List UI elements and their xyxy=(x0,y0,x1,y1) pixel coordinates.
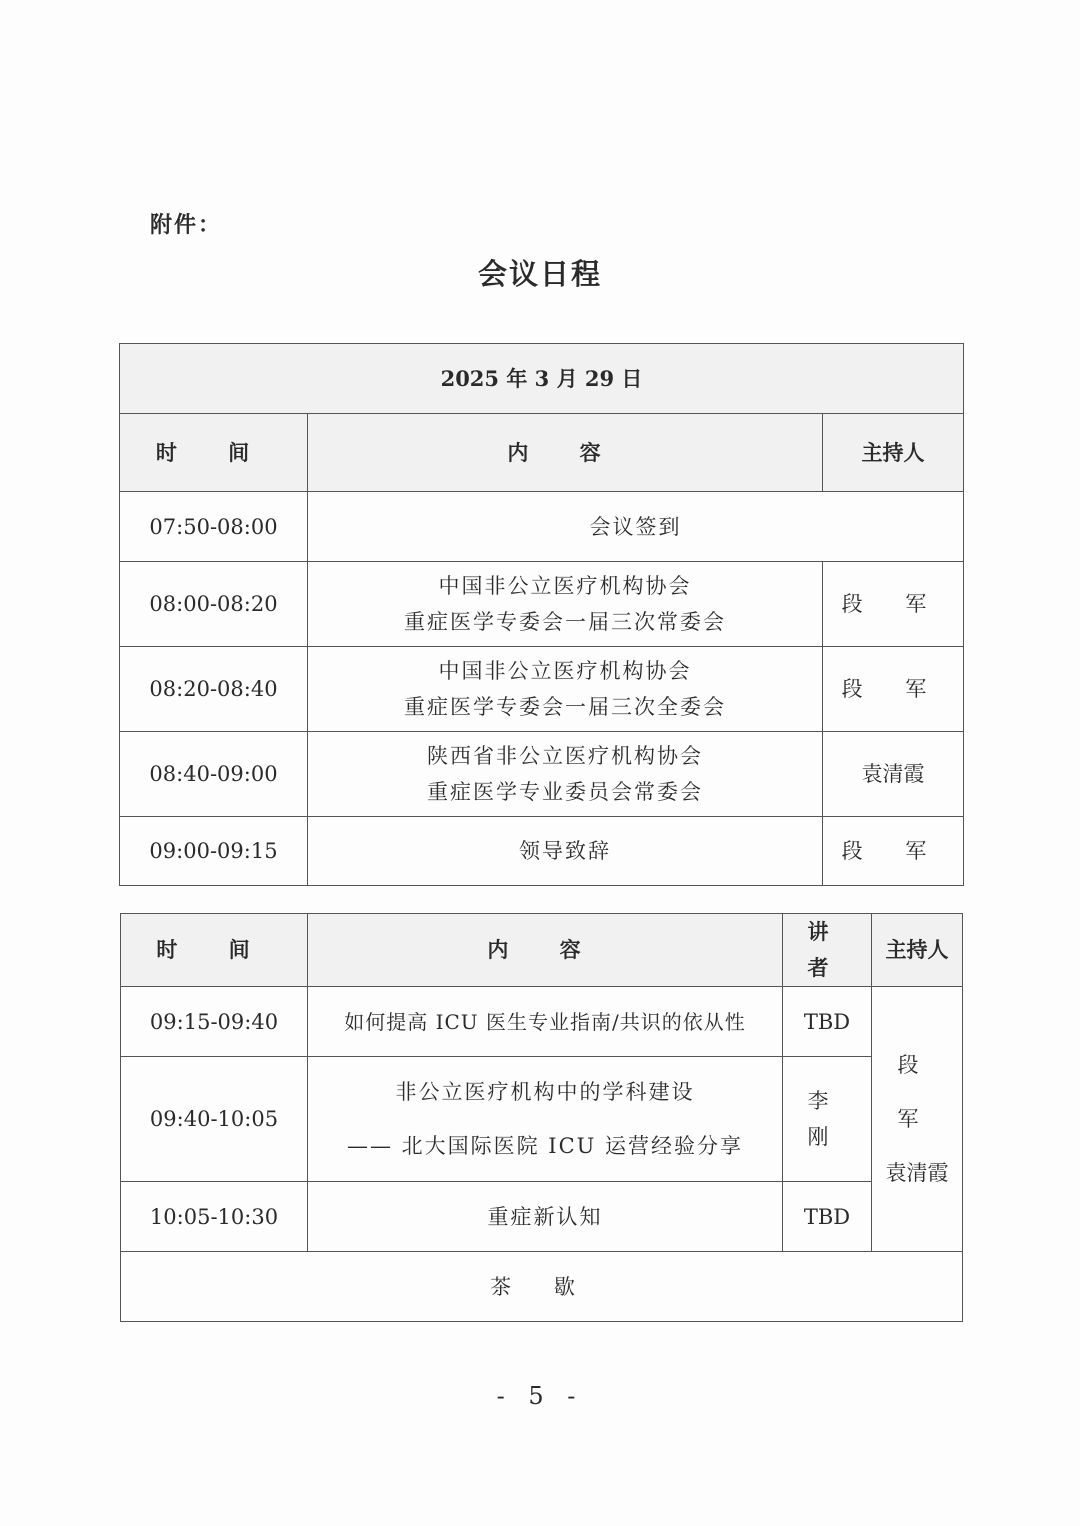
content-line: 中国非公立医疗机构协会 xyxy=(438,659,692,683)
content-line: 重症医学专委会一届三次全委会 xyxy=(404,695,726,719)
header-content: 内 容 xyxy=(308,914,783,987)
speaker-cell: TBD xyxy=(783,987,872,1057)
break-row xyxy=(121,1252,963,1322)
header-speaker: 讲 者 xyxy=(783,914,872,987)
content-line: 中国非公立医疗机构协会 xyxy=(438,574,692,598)
content-cell: 领导致辞 xyxy=(308,817,823,886)
host-name: 段 军 xyxy=(897,1053,937,1131)
attachment-label: 附件： xyxy=(150,213,223,238)
content-line: —— 北大国际医院 ICU 运营经验分享 xyxy=(346,1134,744,1158)
header-row xyxy=(121,914,963,987)
content-line: 陕西省非公立医疗机构协会 xyxy=(427,744,703,768)
time-cell: 08:20-08:40 xyxy=(120,647,308,732)
header-time: 时 间 xyxy=(120,414,308,492)
time-cell: 08:40-09:00 xyxy=(120,732,308,817)
content-line: 重症医学专委会一届三次常委会 xyxy=(404,610,726,634)
header-host: 主持人 xyxy=(823,414,964,492)
time-cell: 09:40-10:05 xyxy=(121,1057,308,1182)
content-line: 重症医学专业委员会常委会 xyxy=(427,780,703,804)
content-cell xyxy=(308,562,823,647)
host-name: 袁清霞 xyxy=(885,1161,949,1185)
content-cell xyxy=(308,1057,783,1182)
table-row xyxy=(120,647,964,732)
content-cell xyxy=(308,732,823,817)
host-cell: 段 军 xyxy=(823,562,964,647)
time-cell: 09:00-09:15 xyxy=(120,817,308,886)
header-host: 主持人 xyxy=(872,914,963,987)
date-cell: 2025 年 3 月 29 日 xyxy=(120,344,964,414)
break-cell: 茶 歇 xyxy=(121,1252,963,1322)
host-cell: 段 军 xyxy=(823,817,964,886)
table-row xyxy=(120,817,964,886)
content-cell: 如何提高 ICU 医生专业指南/共识的依从性 xyxy=(308,987,783,1057)
time-cell: 08:00-08:20 xyxy=(120,562,308,647)
table-row xyxy=(120,732,964,817)
table-row xyxy=(121,1057,963,1182)
date-row xyxy=(120,344,964,414)
table-row xyxy=(121,987,963,1057)
header-content: 内 容 xyxy=(308,414,823,492)
schedule-table-morning xyxy=(119,343,964,886)
speaker-cell: 李 刚 xyxy=(783,1057,872,1182)
header-row xyxy=(120,414,964,492)
time-cell: 09:15-09:40 xyxy=(121,987,308,1057)
schedule-table-lectures xyxy=(120,913,963,1322)
page-title: 会议日程 xyxy=(477,257,602,291)
host-cell xyxy=(872,987,963,1252)
content-cell xyxy=(308,647,823,732)
table-row xyxy=(120,562,964,647)
host-cell: 段 军 xyxy=(823,647,964,732)
header-time: 时 间 xyxy=(121,914,308,987)
host-cell: 袁清霞 xyxy=(823,732,964,817)
content-cell: 会议签到 xyxy=(308,492,964,562)
table-row xyxy=(121,1182,963,1252)
time-cell: 07:50-08:00 xyxy=(120,492,308,562)
page-number: - 5 - xyxy=(496,1382,584,1410)
time-cell: 10:05-10:30 xyxy=(121,1182,308,1252)
content-line: 非公立医疗机构中的学科建设 xyxy=(395,1080,695,1104)
content-cell: 重症新认知 xyxy=(308,1182,783,1252)
speaker-cell: TBD xyxy=(783,1182,872,1252)
table-row xyxy=(120,492,964,562)
